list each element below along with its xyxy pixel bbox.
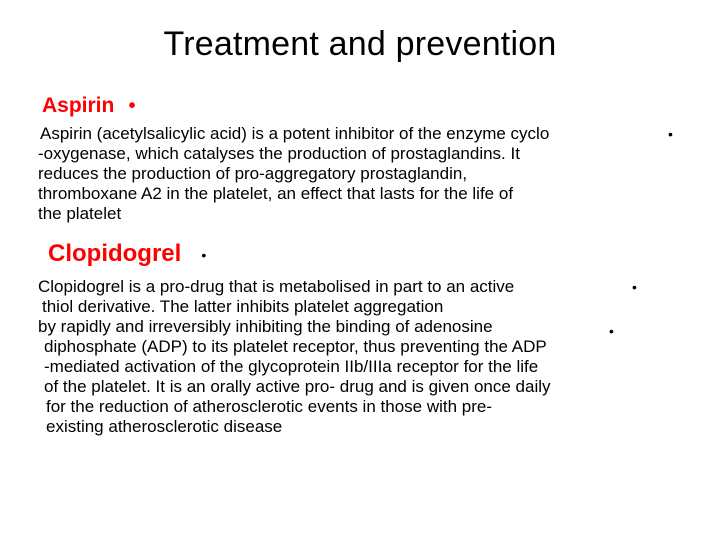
clopidogrel-line-4: diphosphate (ADP) to its platelet receptor, thus preventing the ADP — [44, 337, 547, 356]
clopidogrel-text-bullet-1: • — [632, 279, 637, 295]
clopidogrel-paragraph — [38, 277, 551, 437]
clopidogrel-line-5: -mediated activation of the glycoprotein IIb/IIIa receptor for the life — [44, 357, 539, 376]
aspirin-line-2: -oxygenase, which catalyses the production of prostaglandins. It — [38, 144, 520, 163]
clopidogrel-line-3: by rapidly and irreversibly inhibiting the binding of adenosine — [38, 317, 493, 336]
aspirin-text-bullet: • — [668, 126, 673, 142]
aspirin-paragraph — [38, 124, 549, 224]
slide-title: Treatment and prevention — [163, 25, 557, 63]
clopidogrel-heading-label: Clopidogrel — [48, 240, 182, 267]
clopidogrel-line-7: for the reduction of atherosclerotic events in those with pre- — [46, 397, 493, 416]
aspirin-line-5: the platelet — [38, 204, 122, 223]
clopidogrel-heading — [48, 238, 206, 271]
clopidogrel-line-2: thiol derivative. The latter inhibits platelet aggregation — [42, 297, 444, 316]
aspirin-line-3: reduces the production of pro-aggregatory prostaglandin, — [38, 164, 468, 183]
clopidogrel-heading-bullet: • — [201, 246, 207, 263]
aspirin-heading-bullet: • — [128, 94, 136, 117]
clopidogrel-line-6: of the platelet. It is an orally active pro- drug and is given once daily — [44, 377, 551, 396]
aspirin-heading — [42, 92, 136, 120]
aspirin-line-1: Aspirin (acetylsalicylic acid) is a potent inhibitor of the enzyme cyclo — [40, 124, 550, 143]
aspirin-heading-label: Aspirin — [42, 94, 115, 117]
clopidogrel-text-bullet-2: • — [609, 323, 614, 339]
aspirin-line-4: thromboxane A2 in the platelet, an effect that lasts for the life of — [38, 184, 514, 203]
clopidogrel-line-8: existing atherosclerotic disease — [46, 417, 283, 436]
clopidogrel-line-1: Clopidogrel is a pro-drug that is metabolised in part to an active — [38, 277, 515, 296]
